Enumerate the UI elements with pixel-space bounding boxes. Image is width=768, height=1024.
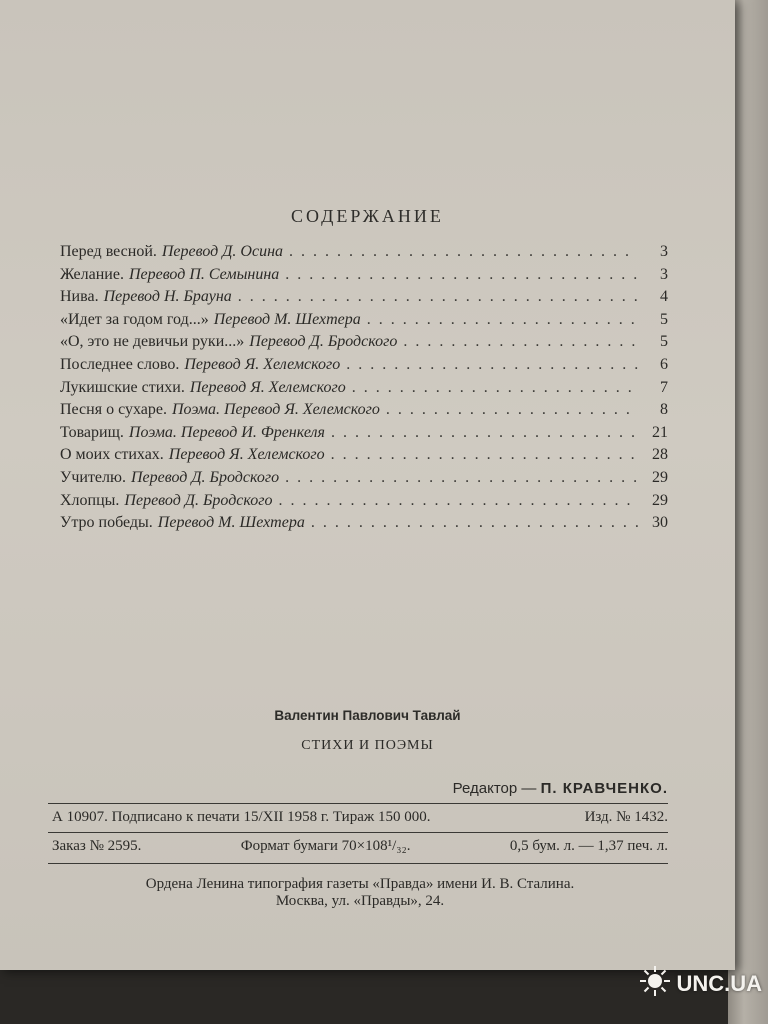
toc-entry: Хлопцы. Перевод Д. Бродского . . . 29 xyxy=(60,492,668,515)
toc-entry: Песня о сухаре. Поэма. Перевод Я. Хелемского . . . 8 xyxy=(60,401,668,424)
divider xyxy=(48,832,668,833)
toc-page-number: 28 xyxy=(652,446,668,464)
toc-list xyxy=(60,243,668,537)
watermark-text: UNC.UA xyxy=(676,971,762,996)
divider xyxy=(48,863,668,864)
printer-info: Ордена Ленина типография газеты «Правда» имени И. В. Сталина. Москва, ул. «Правды», 24. xyxy=(145,876,575,909)
toc-page-number: 21 xyxy=(652,423,668,441)
book-title: СТИХИ И ПОЭМЫ xyxy=(301,738,434,753)
toc-page-number: 3 xyxy=(660,243,668,260)
divider xyxy=(48,803,668,804)
toc-page-number: 30 xyxy=(652,514,668,532)
toc-entry: Лукишские стихи. Перевод Я. Хелемского . . . 7 xyxy=(60,379,668,402)
toc-entry: О моих стихах. Перевод Я. Хелемского . . . 28 xyxy=(60,446,668,469)
sun-icon xyxy=(638,964,672,1004)
imprint-line-2: Заказ № 2595. Формат бумаги 70×108¹/₃₂. 0,5 бум. л. — 1,37 печ. л. xyxy=(52,838,668,854)
toc-page-number: 8 xyxy=(660,401,668,419)
toc-entry: Желание. Перевод П. Семынина . . . 3 xyxy=(60,266,668,289)
toc-entry: «О, это не девичьи руки...» Перевод Д. Бродского . . . 5 xyxy=(60,333,668,356)
author-name: Валентин Павлович Тавлай xyxy=(274,708,461,723)
toc-page-number: 3 xyxy=(660,265,668,283)
toc-page-number: 5 xyxy=(660,310,668,328)
toc-page-number: 29 xyxy=(652,491,668,509)
site-watermark xyxy=(638,964,762,1004)
toc-entry: Товарищ. Поэма. Перевод И. Френкеля . . . 21 xyxy=(60,424,668,447)
editor-credit: Редактор — П. КРАВЧЕНКО. xyxy=(452,780,668,797)
toc-page-number: 6 xyxy=(660,355,668,373)
toc-entry: «Идет за годом год...» Перевод М. Шехтера . . . 5 xyxy=(60,311,668,334)
toc-page-number: 4 xyxy=(660,288,668,306)
toc-page-number: 7 xyxy=(660,378,668,396)
imprint-line-1: А 10907. Подписано к печати 15/XII 1958 г. Тираж 150 000. Изд. № 1432. xyxy=(52,809,668,825)
toc-entry: Учителю. Перевод Д. Бродского . . . 29 xyxy=(60,469,668,492)
toc-entry: Перед весной. Перевод Д. Осина . . . 3 xyxy=(60,243,668,266)
toc-entry: Нива. Перевод Н. Брауна . . . 4 xyxy=(60,288,668,311)
toc-page-number: 5 xyxy=(660,333,668,351)
toc-entry: Последнее слово. Перевод Я. Хелемского . . . 6 xyxy=(60,356,668,379)
toc-page-number: 29 xyxy=(652,468,668,486)
toc-heading: СОДЕРЖАНИЕ xyxy=(291,206,444,226)
toc-entry: Утро победы. Перевод М. Шехтера . . . 30 xyxy=(60,514,668,537)
